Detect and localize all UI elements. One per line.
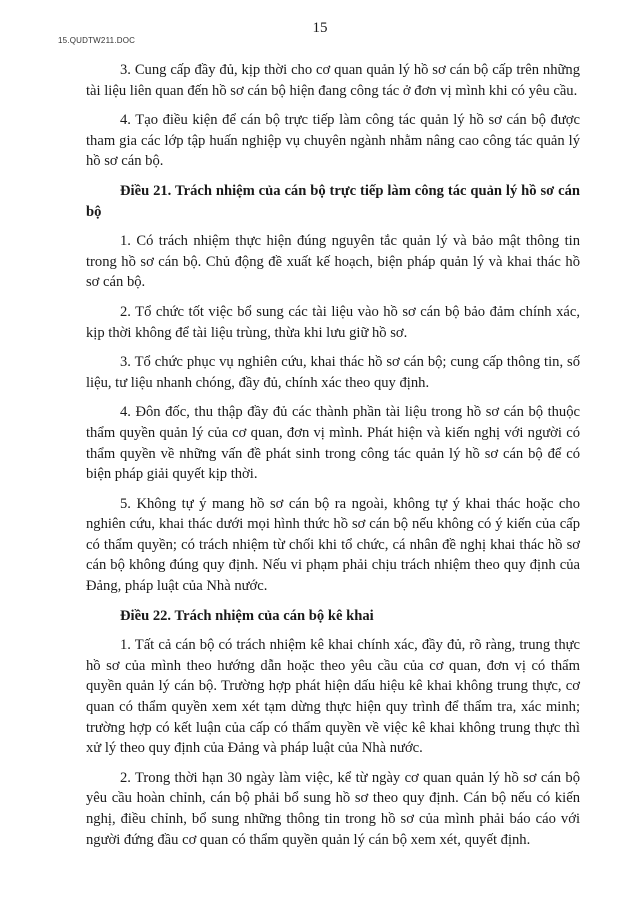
paragraph-art20-item4: 4. Tạo điều kiện để cán bộ trực tiếp làm công tác quản lý hồ sơ cán bộ được tham gia các lớp tập huấn nghiệp vụ chuyên ngành nhằm nâng cao công tác quản lý hồ sơ cán bộ. (86, 112, 580, 170)
paragraph-art21-item3: 3. Tổ chức phục vụ nghiên cứu, khai thác hồ sơ cán bộ; cung cấp thông tin, số liệu, tư liệu nhanh chóng, đầy đủ, chính xác theo quy định. (86, 354, 580, 391)
article-22-heading: Điều 22. Trách nhiệm của cán bộ kê khai (120, 607, 374, 624)
paragraph-art21-item5: 5. Không tự ý mang hồ sơ cán bộ ra ngoài, không tự ý khai thác hoặc cho nghiên cứu, khai thác dưới mọi hình thức hồ sơ cán bộ nếu không có ý kiến của cấp có thẩm quyền; có trách nhiệm từ chối khi tổ chức, cá nhân đề nghị khai thác hồ sơ cán bộ không đúng quy định. Nếu vi phạm phải chịu trách nhiệm theo quy định của Đảng, pháp luật của Nhà nước. (86, 495, 580, 595)
paragraph-art21-item2: 2. Tổ chức tốt việc bổ sung các tài liệu vào hồ sơ cán bộ bảo đảm chính xác, kịp thời không để tài liệu trùng, thừa khi lưu giữ hồ sơ. (86, 303, 580, 341)
document-body (86, 60, 580, 859)
document-file-name: 15.QUDTW211.DOC (58, 36, 136, 45)
paragraph-art21-item1: 1. Có trách nhiệm thực hiện đúng nguyên tắc quản lý và bảo mật thông tin trong hồ sơ cán bộ. Chủ động đề xuất kế hoạch, biện pháp quản lý và khai thác hồ sơ cán bộ. (86, 233, 580, 291)
article-21-heading: Điều 21. Trách nhiệm của cán bộ trực tiếp làm công tác quản lý hồ sơ cán bộ (86, 182, 580, 220)
paragraph-art22-item2: 2. Trong thời hạn 30 ngày làm việc, kể từ ngày cơ quan quản lý hồ sơ cán bộ yêu cầu hoàn chỉnh, cán bộ phải bổ sung hồ sơ theo quy định. Cán bộ nếu có kiến nghị, điều chỉnh, bổ sung những thông tin trong hồ sơ của mình phải báo cáo với người đứng đầu cơ quan có thẩm quyền quản lý cán bộ xem xét, quyết định. (86, 769, 580, 848)
paragraph-art22-item1: 1. Tất cả cán bộ có trách nhiệm kê khai chính xác, đầy đủ, rõ ràng, trung thực hồ sơ của mình theo hướng dẫn hoặc theo yêu cầu của cơ quan, đơn vị có thẩm quyền quản lý cán bộ. Trường hợp phát hiện dấu hiệu kê khai không trung thực, cơ quan có thẩm quyền xem xét tạm dừng thực hiện quy trình để thẩm tra, xác minh; trường hợp có kết luận của cấp có thẩm quyền về việc kê khai không trung thực thì xử lý theo quy định của Đảng và pháp luật của Nhà nước. (86, 637, 580, 757)
page-number: 15 (312, 20, 328, 36)
paragraph-art20-item3: 3. Cung cấp đầy đủ, kịp thời cho cơ quan quản lý hồ sơ cán bộ cấp trên những tài liệu liên quan đến hồ sơ cán bộ hiện đang công tác ở đơn vị mình khi có yêu cầu. (86, 62, 580, 99)
paragraph-art21-item4: 4. Đôn đốc, thu thập đầy đủ các thành phần tài liệu trong hồ sơ cán bộ thuộc thẩm quyền quản lý của cơ quan, đơn vị mình. Phát hiện và kiến nghị với người có thẩm quyền về những vấn đề phát sinh trong công tác quản lý hồ sơ cán bộ để có biện pháp giải quyết kịp thời. (86, 404, 580, 483)
